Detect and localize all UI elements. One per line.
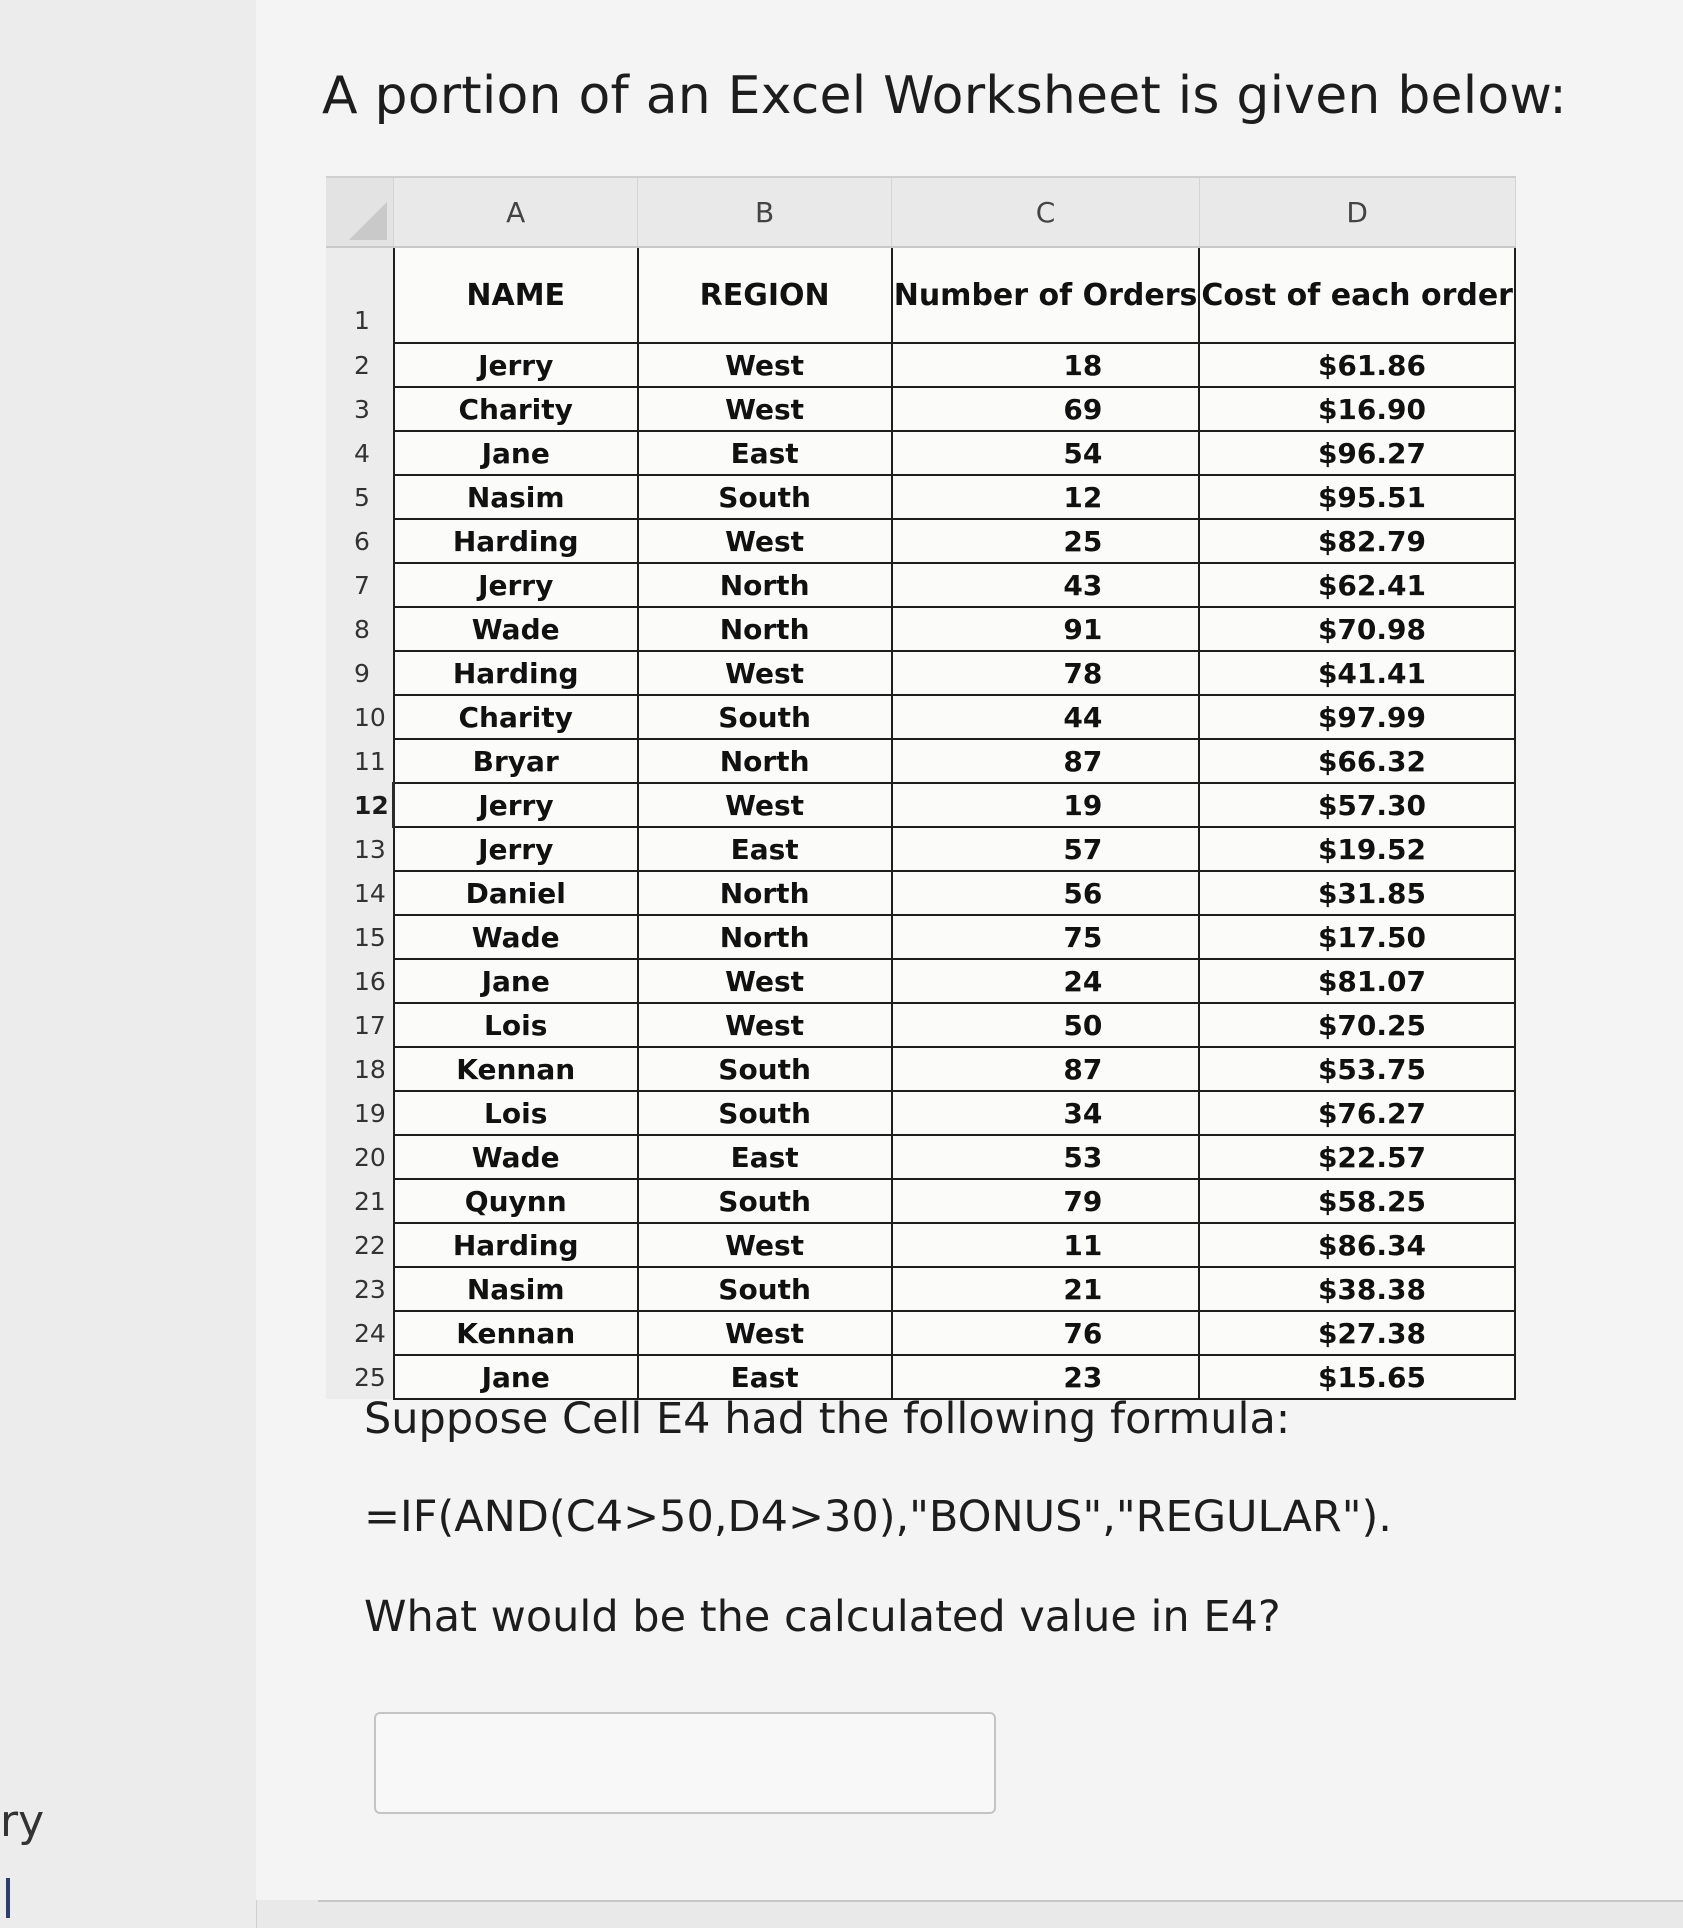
- table-row: [326, 959, 1515, 1003]
- row-number: 17: [326, 1003, 394, 1047]
- cell-cost-of-each-order: $70.98: [1199, 607, 1515, 651]
- cell-number-of-orders: 54: [892, 431, 1200, 475]
- panel-divider: [318, 1900, 1683, 1902]
- cell-region: North: [638, 915, 892, 959]
- row-number: 10: [326, 695, 394, 739]
- row-number: 19: [326, 1091, 394, 1135]
- cell-region: South: [638, 475, 892, 519]
- header-name: NAME: [394, 247, 638, 343]
- table-row: [326, 695, 1515, 739]
- cell-cost-of-each-order: $81.07: [1199, 959, 1515, 1003]
- table-row: [326, 1223, 1515, 1267]
- cell-region: East: [638, 1135, 892, 1179]
- row-number: 25: [326, 1355, 394, 1399]
- table-row: [326, 1047, 1515, 1091]
- cell-cost-of-each-order: $97.99: [1199, 695, 1515, 739]
- cell-region: North: [638, 739, 892, 783]
- cell-region: South: [638, 695, 892, 739]
- cell-cost-of-each-order: $22.57: [1199, 1135, 1515, 1179]
- cell-name: Jerry: [394, 563, 638, 607]
- table-row: [326, 827, 1515, 871]
- cell-region: South: [638, 1267, 892, 1311]
- cell-number-of-orders: 25: [892, 519, 1200, 563]
- row-number: 1: [326, 247, 394, 343]
- cell-region: West: [638, 783, 892, 827]
- table-row: [326, 475, 1515, 519]
- question-text: What would be the calculated value in E4?: [364, 1592, 1281, 1642]
- cell-cost-of-each-order: $95.51: [1199, 475, 1515, 519]
- cell-cost-of-each-order: $70.25: [1199, 1003, 1515, 1047]
- question-title: A portion of an Excel Worksheet is given below:: [322, 66, 1567, 126]
- cell-number-of-orders: 91: [892, 607, 1200, 651]
- cell-region: South: [638, 1179, 892, 1223]
- cell-name: Lois: [394, 1091, 638, 1135]
- row-number: 22: [326, 1223, 394, 1267]
- cell-region: East: [638, 827, 892, 871]
- cell-number-of-orders: 34: [892, 1091, 1200, 1135]
- cell-number-of-orders: 43: [892, 563, 1200, 607]
- left-sidebar: [0, 0, 257, 1928]
- cell-cost-of-each-order: $86.34: [1199, 1223, 1515, 1267]
- cell-region: West: [638, 387, 892, 431]
- cell-region: West: [638, 343, 892, 387]
- cell-cost-of-each-order: $31.85: [1199, 871, 1515, 915]
- cell-name: Harding: [394, 519, 638, 563]
- cell-number-of-orders: 57: [892, 827, 1200, 871]
- header-cost-of-each-order: Cost of each order: [1199, 247, 1515, 343]
- sidebar-text-fragment[interactable]: ry: [0, 1796, 45, 1847]
- table-row: [326, 431, 1515, 475]
- row-number: 23: [326, 1267, 394, 1311]
- cell-cost-of-each-order: $16.90: [1199, 387, 1515, 431]
- cell-region: South: [638, 1047, 892, 1091]
- cell-region: East: [638, 431, 892, 475]
- cell-number-of-orders: 56: [892, 871, 1200, 915]
- row-number: 3: [326, 387, 394, 431]
- cell-cost-of-each-order: $17.50: [1199, 915, 1515, 959]
- prompt-text: Suppose Cell E4 had the following formula:: [364, 1394, 1291, 1444]
- column-header-d: D: [1199, 178, 1515, 247]
- sidebar-active-indicator: [6, 1878, 10, 1918]
- table-row: [326, 739, 1515, 783]
- cell-number-of-orders: 24: [892, 959, 1200, 1003]
- cell-number-of-orders: 18: [892, 343, 1200, 387]
- cell-region: North: [638, 871, 892, 915]
- cell-number-of-orders: 23: [892, 1355, 1200, 1399]
- table-row: [326, 871, 1515, 915]
- row-number: 5: [326, 475, 394, 519]
- cell-name: Kennan: [394, 1311, 638, 1355]
- cell-number-of-orders: 87: [892, 1047, 1200, 1091]
- row-number: 14: [326, 871, 394, 915]
- column-header-b: B: [638, 178, 892, 247]
- table-row: [326, 1267, 1515, 1311]
- cell-cost-of-each-order: $15.65: [1199, 1355, 1515, 1399]
- cell-name: Wade: [394, 1135, 638, 1179]
- cell-cost-of-each-order: $62.41: [1199, 563, 1515, 607]
- cell-number-of-orders: 44: [892, 695, 1200, 739]
- table-row: [326, 343, 1515, 387]
- table-row: [326, 1091, 1515, 1135]
- cell-number-of-orders: 19: [892, 783, 1200, 827]
- row-number: 7: [326, 563, 394, 607]
- cell-name: Wade: [394, 607, 638, 651]
- cell-cost-of-each-order: $38.38: [1199, 1267, 1515, 1311]
- cell-cost-of-each-order: $57.30: [1199, 783, 1515, 827]
- cell-number-of-orders: 75: [892, 915, 1200, 959]
- worksheet-table: [326, 178, 1516, 1400]
- cell-number-of-orders: 12: [892, 475, 1200, 519]
- row-number: 13: [326, 827, 394, 871]
- row-number: 24: [326, 1311, 394, 1355]
- row-number: 20: [326, 1135, 394, 1179]
- cell-name: Harding: [394, 1223, 638, 1267]
- table-row: [326, 1135, 1515, 1179]
- row-number: 12: [326, 783, 394, 827]
- cell-cost-of-each-order: $76.27: [1199, 1091, 1515, 1135]
- cell-number-of-orders: 53: [892, 1135, 1200, 1179]
- header-region: REGION: [638, 247, 892, 343]
- worksheet-image: [326, 176, 1516, 1394]
- table-row: [326, 1311, 1515, 1355]
- table-row: [326, 387, 1515, 431]
- table-row: [326, 1003, 1515, 1047]
- cell-number-of-orders: 76: [892, 1311, 1200, 1355]
- column-header-row: [326, 178, 1515, 247]
- row-number: 16: [326, 959, 394, 1003]
- table-row: [326, 1179, 1515, 1223]
- row-number: 11: [326, 739, 394, 783]
- cell-cost-of-each-order: $82.79: [1199, 519, 1515, 563]
- cell-region: West: [638, 651, 892, 695]
- cell-name: Jane: [394, 959, 638, 1003]
- row-number: 4: [326, 431, 394, 475]
- row-number: 6: [326, 519, 394, 563]
- cell-name: Jerry: [394, 827, 638, 871]
- cell-region: West: [638, 519, 892, 563]
- cell-name: Charity: [394, 387, 638, 431]
- cell-cost-of-each-order: $41.41: [1199, 651, 1515, 695]
- row-number: 8: [326, 607, 394, 651]
- table-row: [326, 563, 1515, 607]
- column-header-c: C: [892, 178, 1200, 247]
- cell-cost-of-each-order: $27.38: [1199, 1311, 1515, 1355]
- cell-number-of-orders: 11: [892, 1223, 1200, 1267]
- table-row: [326, 915, 1515, 959]
- table-row: [326, 1355, 1515, 1399]
- cell-name: Kennan: [394, 1047, 638, 1091]
- header-number-of-orders: Number of Orders: [892, 247, 1200, 343]
- select-all-corner: [326, 178, 394, 247]
- cell-number-of-orders: 21: [892, 1267, 1200, 1311]
- cell-number-of-orders: 69: [892, 387, 1200, 431]
- row-number: 9: [326, 651, 394, 695]
- table-row: [326, 783, 1515, 827]
- answer-input[interactable]: [374, 1712, 996, 1814]
- cell-region: East: [638, 1355, 892, 1399]
- table-row: [326, 607, 1515, 651]
- field-header-row: [326, 247, 1515, 343]
- cell-name: Lois: [394, 1003, 638, 1047]
- cell-name: Nasim: [394, 1267, 638, 1311]
- cell-number-of-orders: 78: [892, 651, 1200, 695]
- row-number: 18: [326, 1047, 394, 1091]
- cell-name: Daniel: [394, 871, 638, 915]
- cell-name: Nasim: [394, 475, 638, 519]
- table-row: [326, 651, 1515, 695]
- cell-number-of-orders: 79: [892, 1179, 1200, 1223]
- cell-name: Jane: [394, 431, 638, 475]
- cell-cost-of-each-order: $19.52: [1199, 827, 1515, 871]
- cell-region: South: [638, 1091, 892, 1135]
- cell-cost-of-each-order: $61.86: [1199, 343, 1515, 387]
- cell-number-of-orders: 50: [892, 1003, 1200, 1047]
- cell-number-of-orders: 87: [892, 739, 1200, 783]
- cell-name: Jerry: [394, 343, 638, 387]
- cell-name: Jerry: [394, 783, 638, 827]
- row-number: 2: [326, 343, 394, 387]
- row-number: 21: [326, 1179, 394, 1223]
- row-number: 15: [326, 915, 394, 959]
- cell-cost-of-each-order: $58.25: [1199, 1179, 1515, 1223]
- cell-region: North: [638, 563, 892, 607]
- cell-region: North: [638, 607, 892, 651]
- cell-name: Harding: [394, 651, 638, 695]
- cell-region: West: [638, 1003, 892, 1047]
- cell-name: Wade: [394, 915, 638, 959]
- cell-name: Charity: [394, 695, 638, 739]
- table-row: [326, 519, 1515, 563]
- cell-cost-of-each-order: $66.32: [1199, 739, 1515, 783]
- cell-cost-of-each-order: $96.27: [1199, 431, 1515, 475]
- cell-name: Jane: [394, 1355, 638, 1399]
- column-header-a: A: [394, 178, 638, 247]
- cell-region: West: [638, 1311, 892, 1355]
- cell-name: Bryar: [394, 739, 638, 783]
- formula-text: =IF(AND(C4>50,D4>30),"BONUS","REGULAR").: [364, 1492, 1392, 1542]
- cell-name: Quynn: [394, 1179, 638, 1223]
- cell-region: West: [638, 959, 892, 1003]
- cell-region: West: [638, 1223, 892, 1267]
- cell-cost-of-each-order: $53.75: [1199, 1047, 1515, 1091]
